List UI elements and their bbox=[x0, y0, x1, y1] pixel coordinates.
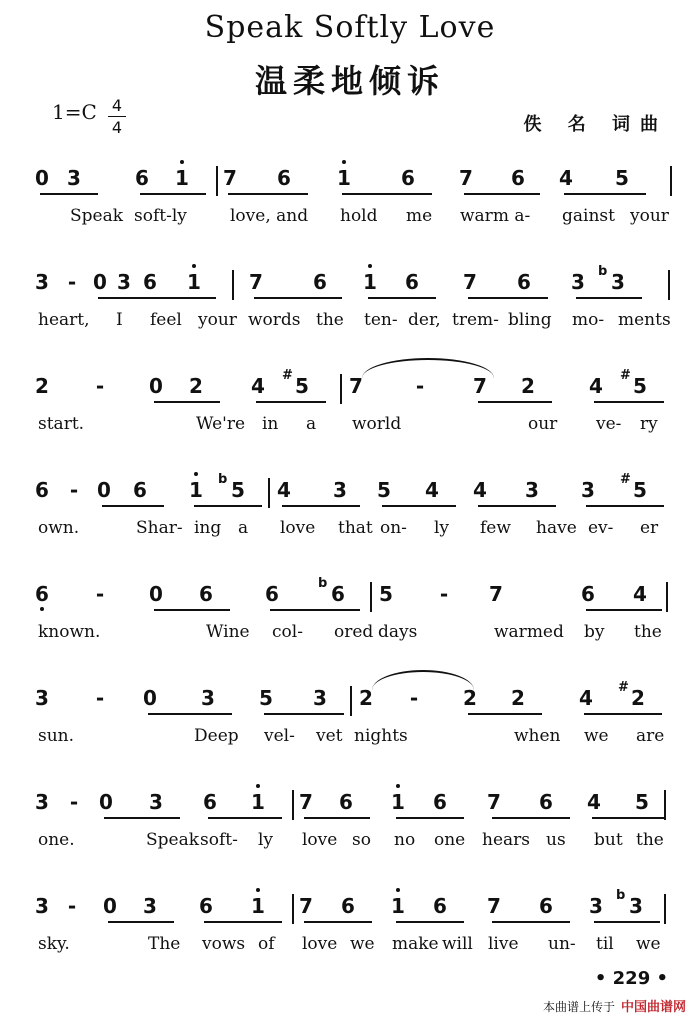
note: 5 bbox=[259, 686, 273, 710]
beat-underline bbox=[342, 193, 432, 195]
note: - bbox=[67, 270, 77, 294]
song-title-english: Speak Softly Love bbox=[204, 10, 496, 45]
score-system bbox=[0, 680, 700, 766]
octave-dot-above bbox=[180, 160, 184, 164]
beat-underline bbox=[264, 713, 344, 715]
note: 3 b bbox=[624, 894, 648, 918]
lyric: will bbox=[442, 934, 473, 954]
beat-underline bbox=[282, 505, 360, 507]
lyric: mo- bbox=[572, 310, 605, 330]
key-signature bbox=[52, 96, 123, 137]
note: 4 bbox=[277, 478, 291, 502]
note: 6 bbox=[511, 166, 525, 190]
lyric: few bbox=[480, 518, 511, 538]
note: 2 bbox=[35, 374, 49, 398]
bar-line bbox=[340, 374, 342, 404]
note: 1 bbox=[246, 894, 270, 918]
note: 5 bbox=[377, 478, 391, 502]
note: 6 bbox=[30, 582, 54, 606]
note: 3 bbox=[201, 686, 215, 710]
note: 6 bbox=[433, 790, 447, 814]
lyric: ry bbox=[640, 414, 658, 434]
lyric: I bbox=[116, 310, 123, 330]
note: 6 bbox=[135, 166, 149, 190]
note: 2 bbox=[511, 686, 525, 710]
note: 1 bbox=[170, 166, 194, 190]
lyric: Speak bbox=[70, 206, 124, 226]
accidental: # bbox=[282, 368, 293, 383]
lyric: in bbox=[262, 414, 279, 434]
beat-underline bbox=[108, 921, 174, 923]
note: 4 bbox=[425, 478, 439, 502]
lyric: ments bbox=[618, 310, 671, 330]
lyric: vel- bbox=[264, 726, 295, 746]
beat-underline bbox=[468, 713, 542, 715]
note: 6 bbox=[265, 582, 279, 606]
lyric: by bbox=[584, 622, 605, 642]
beat-underline bbox=[478, 401, 552, 403]
time-signature-top: 4 bbox=[111, 96, 123, 115]
lyric: ten- bbox=[364, 310, 398, 330]
lyric: ev- bbox=[588, 518, 614, 538]
lyric: have bbox=[536, 518, 577, 538]
lyric: me bbox=[406, 206, 433, 226]
bar-line bbox=[666, 582, 668, 612]
note: 3 bbox=[35, 790, 49, 814]
note: 6 bbox=[539, 790, 553, 814]
bar-line bbox=[216, 166, 218, 196]
note: 5 bbox=[635, 790, 649, 814]
octave-dot-below bbox=[40, 607, 44, 611]
lyric: so bbox=[352, 830, 371, 850]
lyric: sky. bbox=[38, 934, 70, 954]
accidental: # bbox=[620, 472, 631, 487]
note: 6 bbox=[539, 894, 553, 918]
lyric: ored bbox=[334, 622, 374, 642]
note: 6 bbox=[133, 478, 147, 502]
note: 6 bbox=[581, 582, 595, 606]
beat-underline bbox=[492, 817, 570, 819]
beat-underline bbox=[304, 817, 370, 819]
lyric: trem- bbox=[452, 310, 499, 330]
note: 4 bbox=[589, 374, 603, 398]
note: 3 bbox=[589, 894, 603, 918]
tie-arc bbox=[372, 670, 474, 690]
beat-underline bbox=[40, 193, 98, 195]
accidental: b bbox=[218, 472, 228, 487]
bar-line bbox=[350, 686, 352, 716]
lyric: the bbox=[636, 830, 664, 850]
lyric: We're bbox=[196, 414, 246, 434]
lyric: no bbox=[394, 830, 416, 850]
beat-underline bbox=[396, 921, 464, 923]
beat-underline bbox=[304, 921, 372, 923]
beat-underline bbox=[594, 921, 660, 923]
note: 4 bbox=[579, 686, 593, 710]
note: 0 bbox=[99, 790, 113, 814]
note: 1 bbox=[182, 270, 206, 294]
note: 7 bbox=[473, 374, 487, 398]
lyric: live bbox=[488, 934, 519, 954]
lyric: The bbox=[148, 934, 181, 954]
beat-underline bbox=[382, 505, 456, 507]
beat-underline bbox=[396, 817, 464, 819]
lyric: hears bbox=[482, 830, 530, 850]
bar-line bbox=[232, 270, 234, 300]
beat-underline bbox=[148, 297, 216, 299]
note: - bbox=[95, 582, 105, 606]
note: 1 bbox=[184, 478, 208, 502]
beat-underline bbox=[140, 193, 206, 195]
octave-dot-above bbox=[368, 264, 372, 268]
note: 3 bbox=[35, 270, 49, 294]
note: 3 bbox=[35, 686, 49, 710]
note: 7 bbox=[487, 790, 501, 814]
note: 5 b bbox=[226, 478, 250, 502]
note: 0 bbox=[143, 686, 157, 710]
note: 6 bbox=[341, 894, 355, 918]
note: 2 bbox=[521, 374, 535, 398]
octave-dot-above bbox=[256, 784, 260, 788]
lyric: soft-ly bbox=[134, 206, 187, 226]
lyric: love bbox=[302, 934, 338, 954]
note: - bbox=[415, 374, 425, 398]
lyric: feel bbox=[150, 310, 182, 330]
lyric: col- bbox=[272, 622, 303, 642]
note: 7 bbox=[223, 166, 237, 190]
time-signature-bottom: 4 bbox=[111, 118, 123, 137]
lyric: til bbox=[596, 934, 614, 954]
lyric: ing bbox=[194, 518, 222, 538]
note: 2 # bbox=[626, 686, 650, 710]
lyric: vows bbox=[202, 934, 246, 954]
note: 2 bbox=[189, 374, 203, 398]
bar-line bbox=[664, 790, 666, 820]
beat-underline bbox=[468, 297, 548, 299]
note: 3 bbox=[525, 478, 539, 502]
note: 4 bbox=[473, 478, 487, 502]
note: 4 bbox=[559, 166, 573, 190]
lyric: the bbox=[316, 310, 344, 330]
score-system bbox=[0, 166, 700, 246]
note: 1 bbox=[386, 790, 410, 814]
accidental: b bbox=[616, 888, 626, 903]
score-system bbox=[0, 368, 700, 454]
note: 7 bbox=[299, 790, 313, 814]
note: 1 bbox=[386, 894, 410, 918]
beat-underline bbox=[584, 713, 662, 715]
note: 7 bbox=[459, 166, 473, 190]
lyric: your bbox=[198, 310, 237, 330]
lyric: Shar- bbox=[136, 518, 183, 538]
note: 7 bbox=[249, 270, 263, 294]
beat-underline bbox=[270, 609, 360, 611]
score-system bbox=[0, 576, 700, 662]
tie-arc bbox=[362, 358, 494, 378]
note: 0 bbox=[97, 478, 111, 502]
note: 3 bbox=[67, 166, 81, 190]
octave-dot-above bbox=[396, 784, 400, 788]
note: 0 bbox=[103, 894, 117, 918]
note: 3 bbox=[117, 270, 131, 294]
lyric: bling bbox=[508, 310, 552, 330]
octave-dot-above bbox=[396, 888, 400, 892]
accidental: b bbox=[318, 576, 328, 591]
beat-underline bbox=[492, 921, 570, 923]
beat-underline bbox=[204, 921, 282, 923]
lyric: known. bbox=[38, 622, 101, 642]
bar-line bbox=[292, 894, 294, 924]
beat-underline bbox=[228, 193, 308, 195]
note: - bbox=[69, 790, 79, 814]
beat-underline bbox=[154, 401, 220, 403]
lyric: Wine bbox=[206, 622, 250, 642]
beat-underline bbox=[98, 297, 150, 299]
beat-underline bbox=[368, 297, 436, 299]
lyric: are bbox=[636, 726, 665, 746]
note: 0 bbox=[93, 270, 107, 294]
beat-underline bbox=[254, 297, 342, 299]
note: - bbox=[409, 686, 419, 710]
beat-underline bbox=[102, 505, 164, 507]
beat-underline bbox=[592, 817, 666, 819]
lyric: gainst bbox=[562, 206, 615, 226]
note: 1 bbox=[332, 166, 356, 190]
note: - bbox=[95, 686, 105, 710]
lyric: ly bbox=[434, 518, 450, 538]
footer-text: 本曲谱上传于 bbox=[542, 1000, 615, 1014]
note: 6 bbox=[405, 270, 419, 294]
beat-underline bbox=[594, 401, 664, 403]
note: 3 bbox=[149, 790, 163, 814]
lyric: nights bbox=[354, 726, 408, 746]
note: 4 bbox=[587, 790, 601, 814]
lyric: us bbox=[546, 830, 566, 850]
beat-underline bbox=[154, 609, 230, 611]
score-system bbox=[0, 888, 700, 974]
note: 2 bbox=[359, 686, 373, 710]
note: 3 bbox=[35, 894, 49, 918]
beat-underline bbox=[586, 609, 662, 611]
note: 6 bbox=[517, 270, 531, 294]
note: 6 bbox=[35, 478, 49, 502]
note: 5 # bbox=[290, 374, 314, 398]
lyric: world bbox=[352, 414, 402, 434]
lyric: we bbox=[636, 934, 661, 954]
note: 7 bbox=[463, 270, 477, 294]
octave-dot-above bbox=[194, 472, 198, 476]
lyric: ly bbox=[258, 830, 274, 850]
note: 6 bbox=[313, 270, 327, 294]
lyric: that bbox=[338, 518, 373, 538]
beat-underline bbox=[464, 193, 540, 195]
lyric: words bbox=[248, 310, 301, 330]
beat-underline bbox=[148, 713, 232, 715]
lyric: on- bbox=[380, 518, 407, 538]
note: 6 bbox=[339, 790, 353, 814]
lyric: a bbox=[306, 414, 317, 434]
note: 3 b bbox=[606, 270, 630, 294]
lyric: we bbox=[584, 726, 609, 746]
lyric: one. bbox=[38, 830, 75, 850]
beat-underline bbox=[576, 297, 642, 299]
time-signature bbox=[108, 96, 126, 137]
accidental: # bbox=[618, 680, 629, 695]
octave-dot-above bbox=[256, 888, 260, 892]
lyric: ve- bbox=[596, 414, 622, 434]
note: 7 bbox=[349, 374, 363, 398]
lyric: when bbox=[514, 726, 561, 746]
note: 5 # bbox=[628, 478, 652, 502]
lyric: own. bbox=[38, 518, 80, 538]
note: 3 bbox=[333, 478, 347, 502]
note: 6 b bbox=[326, 582, 350, 606]
bar-line bbox=[268, 478, 270, 508]
note: 1 bbox=[246, 790, 270, 814]
note: 5 # bbox=[628, 374, 652, 398]
note: 0 bbox=[35, 166, 49, 190]
note: 1 bbox=[358, 270, 382, 294]
bar-line bbox=[664, 894, 666, 924]
octave-dot-above bbox=[342, 160, 346, 164]
lyric: heart, bbox=[38, 310, 90, 330]
lyric: un- bbox=[548, 934, 576, 954]
note: 0 bbox=[149, 374, 163, 398]
lyric: vet bbox=[316, 726, 343, 746]
beat-underline bbox=[478, 505, 556, 507]
note: 7 bbox=[487, 894, 501, 918]
score-system bbox=[0, 472, 700, 558]
credit: 佚 名 词曲 bbox=[523, 114, 668, 135]
lyric: soft- bbox=[200, 830, 238, 850]
note: 5 bbox=[379, 582, 393, 606]
lyric: warm a- bbox=[460, 206, 531, 226]
lyric: love bbox=[302, 830, 338, 850]
note: 3 bbox=[571, 270, 585, 294]
song-title-chinese: 温柔地倾诉 bbox=[254, 62, 445, 100]
lyric: der, bbox=[408, 310, 441, 330]
note: - bbox=[439, 582, 449, 606]
note: 7 bbox=[489, 582, 503, 606]
lyric: days bbox=[378, 622, 418, 642]
score-system bbox=[0, 264, 700, 350]
beat-underline bbox=[104, 817, 180, 819]
lyric: we bbox=[350, 934, 375, 954]
lyric: one bbox=[434, 830, 466, 850]
note: 3 bbox=[313, 686, 327, 710]
lyric: sun. bbox=[38, 726, 75, 746]
lyric: hold bbox=[340, 206, 378, 226]
note: 6 bbox=[203, 790, 217, 814]
score-system bbox=[0, 790, 700, 870]
note: 5 bbox=[615, 166, 629, 190]
note: 6 bbox=[401, 166, 415, 190]
note: 6 bbox=[277, 166, 291, 190]
footer bbox=[543, 996, 686, 1015]
note: 3 bbox=[581, 478, 595, 502]
footer-logo: 中国曲谱网 bbox=[620, 1000, 686, 1015]
note: - bbox=[69, 478, 79, 502]
page-number: • 229 • bbox=[594, 968, 668, 989]
note: 6 bbox=[433, 894, 447, 918]
bar-line bbox=[670, 166, 672, 196]
bar-line bbox=[292, 790, 294, 820]
beat-underline bbox=[194, 505, 262, 507]
lyric: Deep bbox=[194, 726, 239, 746]
octave-dot-above bbox=[192, 264, 196, 268]
note: 6 bbox=[199, 894, 213, 918]
lyric: our bbox=[528, 414, 558, 434]
lyric: your bbox=[630, 206, 669, 226]
note: - bbox=[67, 894, 77, 918]
lyric: start. bbox=[38, 414, 85, 434]
note: 3 bbox=[143, 894, 157, 918]
note: 2 bbox=[463, 686, 477, 710]
beat-underline bbox=[586, 505, 664, 507]
lyric: but bbox=[594, 830, 623, 850]
lyric: er bbox=[640, 518, 659, 538]
note: - bbox=[95, 374, 105, 398]
bar-line bbox=[370, 582, 372, 612]
key-label: 1=C bbox=[52, 100, 97, 124]
lyric: the bbox=[634, 622, 662, 642]
lyric: love, and bbox=[230, 206, 309, 226]
note: 4 bbox=[633, 582, 647, 606]
beat-underline bbox=[256, 401, 326, 403]
accidental: # bbox=[620, 368, 631, 383]
beat-underline bbox=[208, 817, 282, 819]
bar-line bbox=[668, 270, 670, 300]
note: 6 bbox=[143, 270, 157, 294]
lyric: love bbox=[280, 518, 316, 538]
note: 6 bbox=[199, 582, 213, 606]
note: 4 bbox=[251, 374, 265, 398]
beat-underline bbox=[564, 193, 646, 195]
note: 0 bbox=[149, 582, 163, 606]
accidental: b bbox=[598, 264, 608, 279]
lyric: make bbox=[392, 934, 439, 954]
lyric: warmed bbox=[494, 622, 564, 642]
lyric: Speak bbox=[146, 830, 200, 850]
note: 7 bbox=[299, 894, 313, 918]
lyric: of bbox=[258, 934, 275, 954]
lyric: a bbox=[238, 518, 249, 538]
